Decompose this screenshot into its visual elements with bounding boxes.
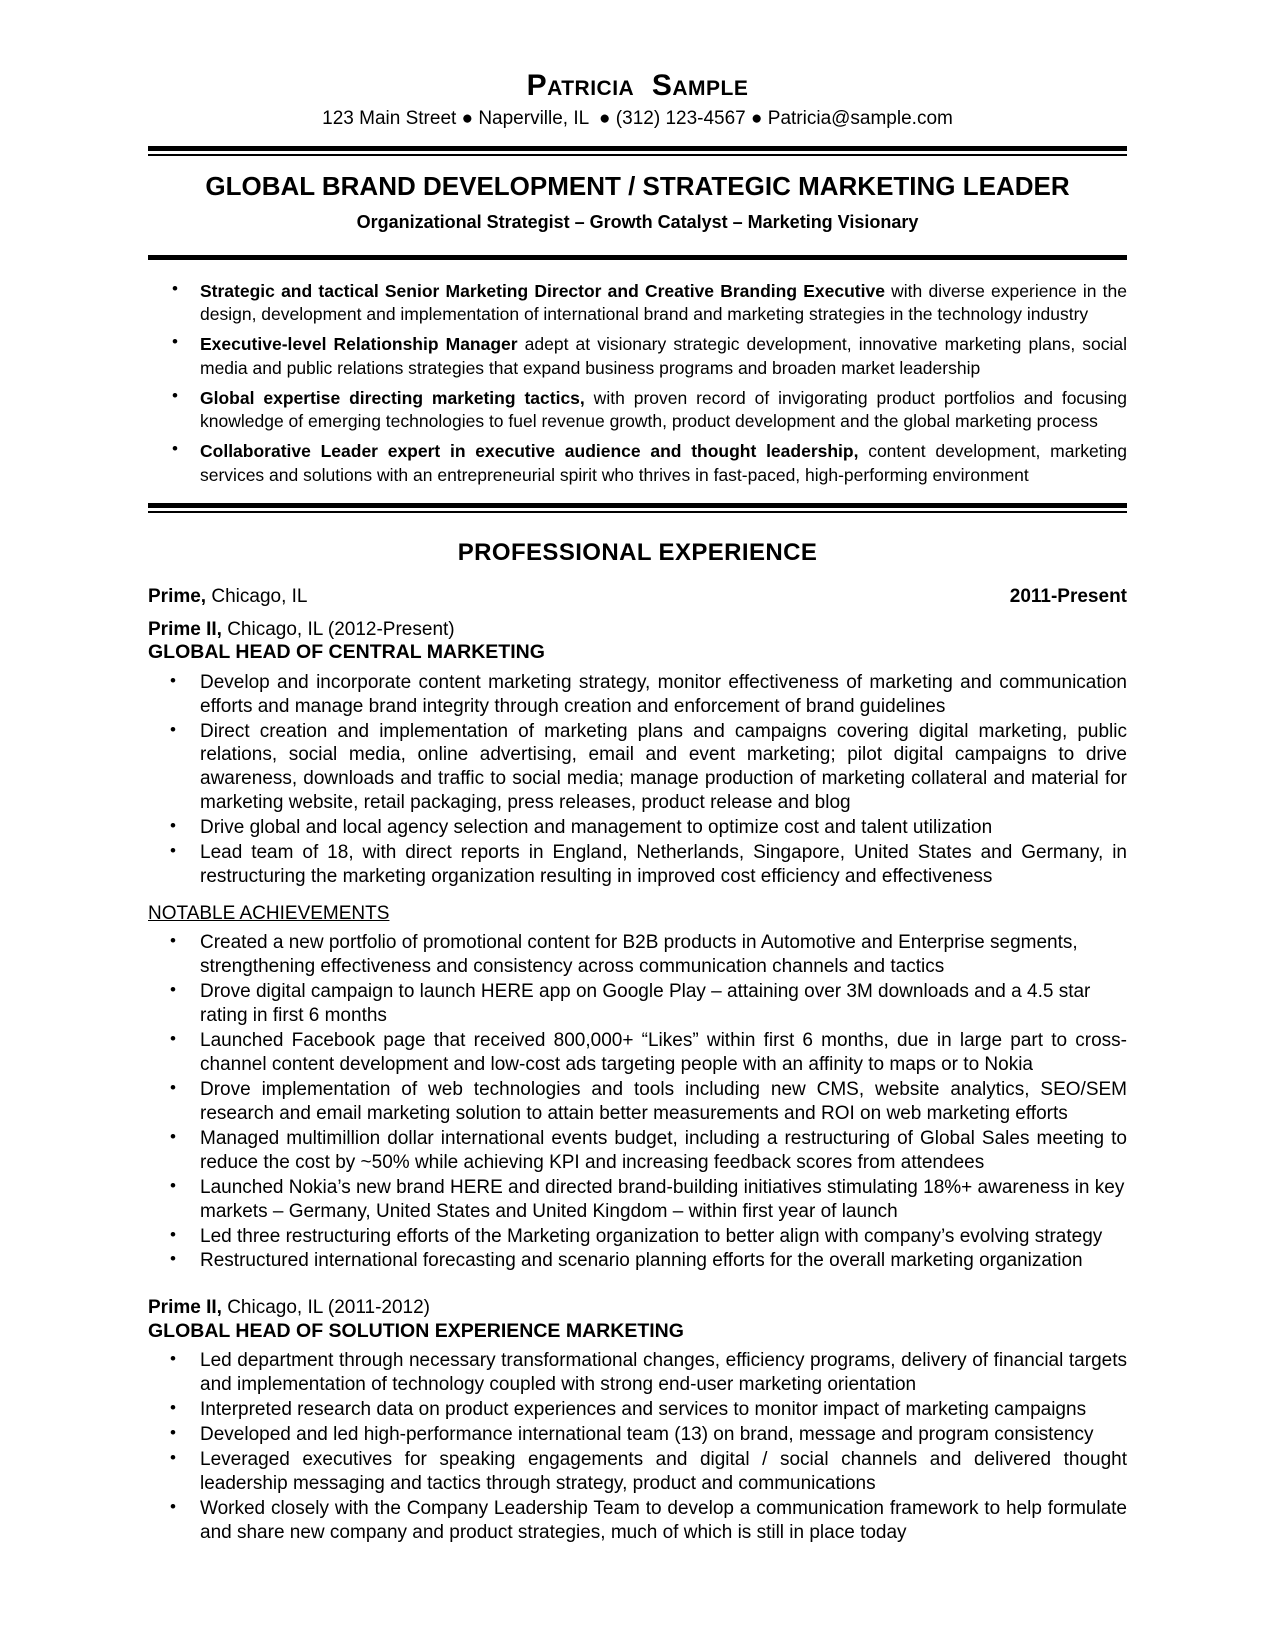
role-bullet-list bbox=[148, 1349, 1127, 1545]
notable-achievements-list bbox=[148, 931, 1127, 1273]
company-dates: 2011-Present bbox=[1009, 585, 1127, 607]
resume-header bbox=[148, 70, 1127, 130]
bullet-item: • Launched Facebook page that received 800,000+ “Likes” within first 6 months, due in large part to cross-channel content development and low-cost ads targeting people with an affinity to maps or to Nokia bbox=[148, 1029, 1127, 1077]
role-employer-name: Prime II, bbox=[148, 1297, 222, 1319]
summary-bullet-lead: Executive-level Relationship Manager bbox=[200, 334, 518, 355]
role-employer-name: Prime II, bbox=[148, 618, 222, 640]
bullet-item: • Managed multimillion dollar international events budget, including a restructuring of Global Sales meeting to reduce the cost by ~50% while achieving KPI and increasing feedback scores from attendees bbox=[148, 1127, 1127, 1175]
company-name-location bbox=[148, 585, 308, 608]
summary-bullet-text: with proven record of invigorating product portfolios and focusing knowledge of emerging technologies to fuel revenue growth, product development and the global marketing process bbox=[200, 387, 1128, 432]
bullet-item: • Led three restructuring efforts of the Marketing organization to better align with company’s evolving strategy bbox=[148, 1225, 1127, 1249]
summary-bullet-text: adept at visionary strategic development, innovative marketing plans, social media and public relations strategies that expand business programs and broaden market leadership bbox=[200, 334, 1127, 378]
headline: GLOBAL BRAND DEVELOPMENT / STRATEGIC MARKETING LEADER bbox=[205, 171, 1070, 202]
candidate-name: Patricia Sample bbox=[526, 69, 749, 102]
role-block bbox=[148, 618, 1127, 1297]
summary-list bbox=[148, 280, 1127, 487]
role-spacer bbox=[148, 1274, 1127, 1296]
bullet-item: • Leveraged executives for speaking engagements and digital / social channels and delivered thought leadership messaging and tactics through strategy, product and communications bbox=[148, 1448, 1127, 1496]
bullet-item: • Lead team of 18, with direct reports in England, Netherlands, Singapore, United States and Germany, in restructuring the marketing organization resulting in improved cost efficiency and effectiveness bbox=[148, 841, 1127, 889]
bullet-item: • Developed and led high-performance international team (13) on brand, message and program consistency bbox=[148, 1423, 1127, 1447]
role-title: GLOBAL HEAD OF SOLUTION EXPERIENCE MARKETING bbox=[148, 1319, 684, 1342]
section-title-professional-experience: PROFESSIONAL EXPERIENCE bbox=[457, 538, 818, 566]
summary-bullet-text: content development, marketing services and solutions with an entrepreneurial spirit who thrives in fast-paced, high-performing environment bbox=[200, 441, 1127, 485]
bullet-item: • Worked closely with the Company Leadership Team to develop a communication framework to help formulate and share new company and product strategies, much of which is still in place today bbox=[148, 1497, 1127, 1545]
company-name: Prime, bbox=[148, 585, 207, 607]
summary-bullet bbox=[148, 440, 1127, 487]
bullet-item: • Launched Nokia’s new brand HERE and directed brand-building initiatives stimulating 18%+ awareness in key markets – Germany, United States and United Kingdom – within first year of launch bbox=[148, 1176, 1127, 1224]
summary-bullet-lead: Global expertise directing marketing tactics, bbox=[200, 387, 585, 408]
summary-bullet-lead: Strategic and tactical Senior Marketing Director and Creative Branding Executive bbox=[200, 280, 885, 301]
notable-achievements-heading: NOTABLE ACHIEVEMENTS bbox=[148, 903, 390, 925]
bullet-item: • Drove implementation of web technologies and tools including new CMS, website analytics, SEO/SEM research and email marketing solution to attain better measurements and ROI on web marketing efforts bbox=[148, 1078, 1127, 1126]
role-employer-line bbox=[148, 618, 1127, 641]
company-location: Chicago, IL bbox=[206, 585, 308, 607]
divider-double-before-experience bbox=[148, 503, 1127, 513]
bullet-item: • Interpreted research data on product experiences and services to monitor impact of marketing campaigns bbox=[148, 1398, 1127, 1422]
bullet-item: • Led department through necessary transformational changes, efficiency programs, delivery of financial targets and implementation of technology coupled with strong end-user marketing orientation bbox=[148, 1349, 1127, 1397]
role-employer-location-dates: Chicago, IL (2012-Present) bbox=[221, 618, 455, 640]
bullet-item: • Develop and incorporate content marketing strategy, monitor effectiveness of marketing and communication efforts and manage brand integrity through creation and enforcement of brand guidelines bbox=[148, 671, 1127, 719]
role-employer-line bbox=[148, 1296, 1127, 1319]
role-block bbox=[148, 1296, 1127, 1544]
bullet-item: • Created a new portfolio of promotional content for B2B products in Automotive and Enterprise segments, strengthening effectiveness and consistency across communication channels and tactics bbox=[148, 931, 1127, 979]
role-bullet-list bbox=[148, 671, 1127, 889]
divider-thin-line bbox=[148, 511, 1127, 513]
role-title: GLOBAL HEAD OF CENTRAL MARKETING bbox=[148, 640, 545, 663]
headline-block bbox=[148, 156, 1127, 241]
role-employer-location-dates: Chicago, IL (2011-2012) bbox=[221, 1297, 430, 1319]
summary-bullet-lead: Collaborative Leader expert in executive audience and thought leadership, bbox=[200, 441, 859, 462]
subheadline: Organizational Strategist – Growth Catalyst – Marketing Visionary bbox=[356, 212, 919, 233]
contact-line: 123 Main Street ● Naperville, IL ● (312) 123-4567 ● Patricia@sample.com bbox=[322, 108, 953, 130]
summary-bullet bbox=[148, 333, 1127, 380]
bullet-item: • Drive global and local agency selection and management to optimize cost and talent utilization bbox=[148, 816, 1127, 840]
summary-bullet bbox=[148, 280, 1127, 327]
bullet-item: • Restructured international forecasting and scenario planning efforts for the overall marketing organization bbox=[148, 1249, 1127, 1273]
bullet-item: • Drove digital campaign to launch HERE app on Google Play – attaining over 3M downloads and a 4.5 star rating in first 6 months bbox=[148, 980, 1127, 1028]
summary-bullet bbox=[148, 387, 1127, 434]
company-row bbox=[148, 585, 1127, 608]
bullet-item: • Direct creation and implementation of marketing plans and campaigns covering digital marketing, public relations, social media, online advertising, email and event marketing; pilot digital campaigns to drive awareness, downloads and traffic to social media; manage production of marketing collateral and material for marketing website, retail packaging, press releases, product release and blog bbox=[148, 720, 1127, 816]
roles-container bbox=[148, 618, 1127, 1545]
summary-bullet-text: with diverse experience in the design, development and implementation of international brand and marketing strategies in the technology industry bbox=[200, 280, 1128, 325]
divider-double-top bbox=[148, 146, 1127, 156]
divider-single-below-headline bbox=[148, 255, 1127, 260]
